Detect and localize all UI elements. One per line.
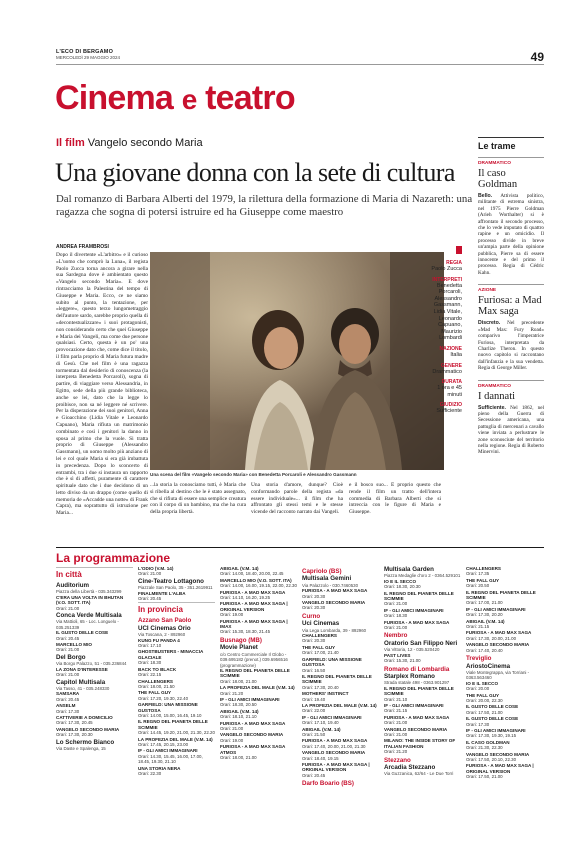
showtimes: Orari: 21.00 [56,647,80,653]
showtimes: Orari: 14.00, 18.40, 20.00, 22.45 [220,571,284,577]
film-title: IL REGNO DEL PIANETA DELLE SCIMMIE [138,719,208,730]
cinema-name: UCI Cinemas Orio [138,624,191,632]
programmazione-title: La programmazione [56,547,544,565]
showtimes: Orari: 18.00, 21.00 [220,755,257,760]
cinema-listing [220,644,297,760]
film-title: IL CASO GOLDMAN [466,739,510,745]
film-title: FURIOSA - A MAD MAX SAGA [384,714,450,720]
film-title: LA PROFEZIA DEL MALE (V.M. 14) [302,702,377,708]
cinema-address: Via Mattioli, 65 - Loc. Longuelo - 035.251339 [56,619,119,630]
cinema-listing [138,578,215,602]
showtimes: Orari: 17.40, 20.40 [466,647,503,653]
film-title: ABIGAIL (V.M. 14) [302,726,341,732]
cinema-name: Oratorio San Filippo Neri [384,639,458,647]
cinema-name: Starplex Romano [384,672,435,680]
page-number: 49 [530,50,544,64]
showtimes: Orari: 21.15 [466,624,490,630]
cinema-listing [56,679,133,738]
showtimes: Orari: 21.20 [384,749,408,755]
film-title: IF - GLI AMICI IMMAGINARI [466,606,526,612]
credits-marker [456,246,462,254]
showtimes: Orari: 17.40, 20.00, 21.00, 21.30 [302,743,366,749]
section-title [55,80,295,118]
film-still-image [150,252,444,470]
cinema-address: Via Guzzanica, 62/64 - Le Due Torri [384,771,454,777]
film-title: LA PROFEZIA DEL MALE (V.M. 14) [220,685,295,691]
film-title: VANGELO SECONDO MARIA [302,600,366,606]
film-title: IL GUSTO DELLE COSE [466,704,519,710]
film-title: IL GUSTO DELLE COSE [466,716,519,722]
showtimes: Orari: 20.50 [466,583,490,589]
cinema-address: Via Lega Lombarda, 39 - 892960 [302,627,367,633]
film-title: FINALMENTE L'ALBA [138,590,186,596]
cinema-listing [466,663,543,780]
showtimes: Orari: 17.35 [466,571,490,577]
showtimes: Orari: 22.30 [138,771,162,776]
listing-city: Nembro [384,632,408,640]
showtimes: Orari: 18.30, 20.50 [220,702,257,708]
listing-column-6 [466,566,543,781]
showtimes: Orari: 20.00, 22.30 [466,697,503,703]
cinema-listing [56,739,133,752]
listing-city: Curno [302,612,321,620]
showtimes: Orari: 21.30, 22.30 [466,745,503,751]
film-title: L'ODIO (V.M. 14) [138,566,174,571]
film-title: THE FALL GUY [466,692,500,698]
photo-caption: Una scena del film «Vangelo secondo Maria» con Benedetta Porcaroli e Alessandro Gassmann [150,472,357,477]
showtimes: Orari: 20.45 [56,635,80,641]
showtimes: Orari: 14.00, 16.00, 19.15, 22.00, 22.30 [220,583,297,589]
film-title: VANGELO SECONDO MARIA [466,751,530,757]
kicker [56,137,203,149]
film-title: THE FALL GUY [466,577,500,583]
article-column-4: e il bosco suo... È proprio questo che rende il film un tratto dell'intera commedia di Barbara Alberti che si intreccia con le figure di Maria e Giuseppe. [349,482,441,516]
listing-column-4 [302,566,379,788]
film-title: THE FALL GUY [138,690,172,696]
cinema-name: Multisala Garden [384,566,434,573]
plot-item-i-dannati: DRAMMATICO I dannati Sufficiente. Nel 1862, nel pieno della Guerra di Secessione americana, una pattuglia di mercenari a cavallo viene inviata a perlustrare le zone sconosciute del territorio nella regione. Regia di Roberto Minervini. [478,380,544,456]
showtimes: Orari: 18.10, 21.10 [220,714,257,720]
showtimes: Orari: 17.50, 20.10, 22.30 [466,757,517,762]
cinema-name: Multisala Gemini [302,575,352,583]
cinema-address: Piazza della Libertà - 035.343299 [56,589,122,595]
showtimes: Orari: 19.40 [302,696,326,702]
film-title: PAST LIVES [384,652,411,658]
film-title: VANGELO SECONDO MARIA [220,732,284,738]
film-title: MARCELLO MIO [56,642,92,648]
listing-city: Treviglio [466,655,492,663]
film-title: IL REGNO DEL PIANETA DELLE SCIMMIE [302,673,372,685]
showtimes: Orari: 22.15 [138,672,162,678]
showtimes: Orari: 18.00, 21.00 [220,678,257,684]
showtimes: Orari: 17.50, 21.00 [466,774,503,780]
cinema-name: Capitol Multisala [56,678,106,686]
film-title: IL REGNO DEL PIANETA DELLE SCIMMIE [220,667,290,679]
film-title: GARFIELD: UNA MISSIONE GUSTOSA [138,702,198,713]
film-title: MILANO: THE INSIDE STORY OF ITALIAN FASHION [384,738,456,749]
cinema-address: Via Borgo Palazzo, 51 - 035.236844 [56,661,127,667]
cinema-listing [56,612,133,653]
cinema-listing [56,582,133,611]
showtimes: Orari: 17.10, 19.40 [302,720,339,726]
film-title: IF - GLI AMICI IMMAGINARI [220,696,280,702]
film-title: FURIOSA - A MAD MAX SAGA [220,589,286,595]
showtimes: Orari: 21.00 [384,601,408,607]
showtimes: Orari: 21.20 [220,690,244,696]
showtimes: Orari: 17.00, 21.00 [466,600,503,606]
showtimes: Orari: 21.15 [384,708,408,714]
section-word-1: Cinema [55,79,174,117]
showtimes: Orari: 20.45 [302,772,326,778]
masthead [56,49,120,61]
film-title: ANSELM [56,703,76,709]
film-title: IO E IL SECCO [466,680,499,686]
film-title: VANGELO SECONDO MARIA [466,642,530,648]
film-title: IL REGNO DEL PIANETA DELLE SCIMMIE [466,589,536,601]
showtimes: Orari: 21.00 [220,725,244,731]
newspaper-name: L'ECO DI BERGAMO [56,49,114,55]
film-title: IF - GLI AMICI IMMAGINARI [138,748,198,754]
showtimes: Orari: 18.30, 20.30 [384,584,421,590]
cinema-address: Piazzale San Paolo, 35 - 351.2619911 [138,585,213,591]
listing-region: In città [56,567,133,579]
cinema-address: Via Vittoria, 12 - 035.520420 [384,647,440,653]
article-byline: ANDREA FRAMBROSI [56,244,109,250]
showtimes: Orari: 17.30, 20.00, 21.00 [466,635,517,641]
cinema-name: Arcadia Stezzano [384,764,436,771]
cinema-address: Piazza Medaglie d'oro 2 - 0364.529101 [384,573,461,579]
listing-column-3 [220,566,297,761]
showtimes: Orari: 17.30, 20.30 [56,732,93,738]
film-title: CHALLENGERS [138,678,173,684]
listing-column-2 [138,566,215,777]
showtimes: Orari: 18.30 [138,660,162,666]
credit-regia: REGIA Paolo Zucca [431,260,462,272]
showtimes: Orari: 21.50 [302,731,326,737]
cinema-address: Via Toscana, 2 - 892960 [138,632,186,638]
film-title: ABIGAIL (V.M. 14) [220,566,259,571]
showtimes: Orari: 20.30 [302,593,326,599]
film-title: ABIGAIL (V.M. 14) [220,708,259,714]
showtimes: Orari: 20.45 [138,596,162,602]
cinema-name: Del Borgo [56,653,86,661]
cinema-listing [56,654,133,678]
showtimes: Orari: 19.00 [220,737,244,743]
cinema-address: c/o Centro Commerciale Il Globo - 039.695182 (prenot.) 039.6956516 (programmazione) [220,651,288,668]
film-title: VANGELO SECONDO MARIA [56,726,120,732]
credit-nazione: NAZIONE Italia [439,345,462,358]
film-title: GARFIELD: UNA MISSIONE GUSTOSA [302,656,362,668]
cinema-name: Conca Verde Multisala [56,612,122,620]
cinema-address: Strada statale 498 - 0363.901297 [384,680,450,686]
film-title: IF - GLI AMICI IMMAGINARI [466,727,526,733]
film-title: FURIOSA - A MAD MAX SAGA [384,619,450,625]
showtimes: Orari: 21.10 [384,696,408,702]
showtimes: Orari: 14.10, 16.20, 19.25 [220,595,271,601]
film-title: VANGELO SECONDO MARIA [384,726,448,732]
listing-city: Azzano San Paolo [138,617,192,625]
showtimes: Orari: 17.30 [56,708,80,714]
cinema-listing [384,673,461,755]
showtimes: Orari: 16.50 [302,667,326,673]
showtimes: Orari: 20.30 [302,638,326,644]
showtimes: Orari: 17.20, 19.30, 22.40 [138,695,189,701]
cinema-name: AriostoCinema [466,662,511,670]
cinema-name: Uci Cinemas [302,620,340,628]
film-title: FURIOSA - A MAD MAX SAGA | ORIGINAL VERSION [220,601,288,612]
film-title: FURIOSA - A MAD MAX SAGA [302,738,368,744]
article-column-1: Dopo il divertente «L'arbitro» e il curioso «L'uomo che comprò la Luna», il regista Paolo Zucca torna ancora a girare nella sua Sardegna dove è ambientato questo «Vangelo secondo Maria». E dove rintracciamo la Palestina del tempo di Giuseppe e Maria. Ecco, ce ne siamo subito al punto, la tentazione, per «leggere», questo terzo lungometraggio dell'autore sardo, sarebbe proprio quella di «decontestualizzare» i suoi protagonisti, non considerando certo che quei Giuseppe e Maria dei Vangeli, ma come due persone qualsiasi. Certo, questa è un po' una provocazione dato che, come dice il titolo, il film parla proprio di Maria futura madre di Gesù. Che nel film è una ragazza tormentata dal desiderio di conoscenza (la interpreta Benedetta Porcaroli), sogna di partire, di viaggiare verso Alessandria, in Egitto, sede della più grande biblioteca, anche se lei, dato che la legge lo proibisce, non sa né leggere né scrivere. Per la disperazione dei suoi genitori, Anna e Gioacchino (Lidia Vitale e Leonardo Capuano), Maria rifiuta un matrimonio combinato e così i genitori la danno in sposa al primo che la vuole. Si tratta proprio di Giuseppe (Alessandro Gassmann), un uomo molto più anziano di lei e col quale Maria si era già imbattuta in precedenza. Dopo lo sconcerto di entrambi, tra i due si instaura un rapporto che è sì di affetti, puramente di carattere spirituale dato che i due decidono di un letto diviso da un drappo (come quello di memoria de «Accadde una notte» di Frank Capra), ma soprattutto di istruzione per Maria... [56,252,148,517]
showtimes: Orari: 17.50, 21.00 [466,709,503,715]
showtimes: Orari: 20.00 [466,686,490,692]
credit-genere: GENERE Drammatico [432,362,462,375]
showtimes: Orari: 21.00 [138,571,162,577]
film-title: SAMSARA [56,691,80,697]
showtimes: Orari: 15.30, 21.00 [384,658,421,664]
showtimes: Orari: 17.30 [466,721,490,727]
credit-durata: DURATA 1 ora e 45 minuti [437,379,462,398]
film-title: C'ERA UNA VOLTA IN BHUTAN (V.O. SOTT. ITA) [56,594,124,606]
film-title: FURIOSA - A MAD MAX SAGA | ORIGINAL VERSION [302,762,370,773]
showtimes: Orari: 17.30, 20.45 [56,720,93,726]
listing-city: Romano di Lombardia [384,665,450,673]
showtimes: Orari: 18.00, 21.50 [138,683,175,689]
film-title: FURIOSA - A MAD MAX SAGA [302,588,368,594]
film-title: FURIOSA - A MAD MAX SAGA ATMOS [220,744,286,755]
film-credits-box [430,246,462,415]
issue-date: MERCOLEDÌ 29 MAGGIO 2024 [56,55,121,60]
kicker-tag: Il film [56,137,85,149]
section-amp: e [181,84,197,115]
film-title: MARCELLO MIO (V.O. SOTT. ITA) [220,577,292,583]
showtimes: Orari: 17.30, 20.20 [466,612,503,618]
cinema-name: Cine-Teatro Lottagono [138,577,204,585]
film-title: CHALLENGERS [302,633,337,639]
plot-item-il-caso-goldman: DRAMMATICO Il caso Goldman Bello. Attivista politico, militante di estrema sinistra, nel 1975 Pierre Goldman (Arieh Worthalter) si è affrontato il secondo processo, che lo vede imputato di quattro rapine e un omicidio. Il processo divide in breve un'ampia parte della opinione pubblica, Pierre sa di essere innocente e del primo il processo. Regia di Cédric Kahn. [478,157,544,276]
article-column-3: Una storia d'amore, dunque? Cioè conformando parole della regista «da essere individuale»... il film che ha affrontato gli stessi temi e le stesse vicende del racconto narrato dai Vangeli. [251,482,343,516]
cinema-address: Via Tasso, 41 - 035.248330 [56,685,110,691]
cinema-address: Via Palazzolo - 030.7460530 [302,582,359,588]
film-title: FURIOSA - A MAD MAX SAGA [220,720,286,726]
listing-city: Busnago (MB) [220,636,262,644]
cinema-listing [138,625,215,777]
film-title: THE FALL GUY [302,644,336,650]
header-rule [56,64,544,65]
showtimes: Orari: 22.00 [302,708,326,714]
showtimes: Orari: 21.00 [384,731,408,737]
article-standfirst: Dal romanzo di Barbara Alberti del 1979, la rilettura della formazione di Maria di Nazareth: una ragazza che sogna di potersi istruire ed ha Giuseppe come maestro [56,193,473,218]
listing-city: Darfo Boario (BS) [302,780,354,788]
plot-item-furiosa: AZIONE Furiosa: a Mad Max saga Discreto. Nel precedente «Mad Max: Fury Road» comparivo l'imperatrice Furiosa, interpretata da Charlize Theron. In questo nuovo capitolo si raccontano dall'infanzia e la sua vendetta. Regia di George Miller. [478,284,544,371]
film-title: IF - GLI AMICI IMMAGINARI [384,702,444,708]
film-title: FURIOSA - A MAD MAX SAGA [466,630,532,636]
film-title: FURIOSA - A MAD MAX SAGA | IMAX [220,618,288,630]
film-title: GHOSTBUSTERS - MINACCIA GLACIALE [138,649,204,660]
showtimes: Orari: 21.00 [384,625,408,631]
showtimes: Orari: 14.45, 19.20, 21.00, 21.30, 22.20 [138,730,215,736]
section-word-2: teatro [205,79,295,117]
film-title: IO E IL SECCO [384,578,417,584]
cinema-listing [384,566,461,630]
showtimes: Orari: 17.30, 19.30, 19.15 [466,733,517,739]
kicker-text: Vangelo secondo Maria [87,137,203,149]
film-title: IL REGNO DEL PIANETA DELLE SCIMMIE [384,590,454,602]
cinema-address: Viale Montegrappa, via Torriani - 0363.563460 [466,669,530,681]
film-title: CHALLENGERS [466,566,501,571]
credit-giudizio: GIUDIZIO Sufficiente [436,402,462,415]
showtimes: Orari: 19.00 [220,612,244,618]
plots-sidebar [478,137,544,464]
article-headline: Una giovane donna con la sete di cultura [55,158,455,187]
film-still-photo [150,252,444,470]
film-title: IF - GLI AMICI IMMAGINARI [302,714,362,720]
film-title: BACK TO BLACK [138,666,177,672]
film-title: IF - GLI AMICI IMMAGINARI [384,607,444,613]
showtimes: Orari: 14.30, 15.45, 16.00, 17.00, 18.45, 19.30, 21.10 [138,753,203,765]
film-title: KUNG FU PANDA 4 [138,637,180,643]
film-title: ABIGAIL (V.M. 14) [466,618,505,624]
listing-column-1 [56,566,133,751]
showtimes: Orari: 15.30, 18.30, 21.45 [220,629,271,635]
showtimes: Orari: 20.30 [302,605,326,611]
showtimes: Orari: 18.30 [384,613,408,619]
listing-city: Stezzano [384,756,411,764]
listing-column-5 [384,566,461,777]
cinema-name: Auditorium [56,582,89,589]
showtimes: Orari: 17.00, 21.40 [302,650,339,656]
showtimes: Orari: 17.10 [138,643,162,649]
film-title: MOTHERS' INSTINCT [302,691,349,697]
showtimes: Orari: 20.45 [56,696,80,702]
showtimes: Orari: 17.30, 20.40 [302,684,339,690]
showtimes: Orari: 21.00 [384,720,408,726]
listing-region: In provincia [138,602,215,614]
film-title: LA ZONA D'INTERESSE [56,666,108,672]
cinema-listing [302,575,379,610]
cinema-address: Via Daste e Spalenga, 15 [56,745,106,751]
film-title: UNA STORIA NERA [138,765,181,771]
cinema-listing [302,620,379,778]
film-title: IL REGNO DEL PIANETA DELLE SCIMMIE [384,685,454,697]
film-title: LA PROFEZIA DEL MALE (V.M. 14) [138,736,213,742]
cinema-name: Movie Planet [220,644,258,652]
film-title: VANGELO SECONDO MARIA [302,750,366,756]
showtimes: Orari: 21.00 [56,672,80,678]
listing-city: Capriolo (BS) [302,568,342,575]
film-title: FURIOSA - A MAD MAX SAGA | ORIGINAL VERSION [466,763,534,774]
article-column-2: ...la storia la conosciamo tutti, è Maria che si ribella al destino che le è stato assegnato, che si rifiuta di essere una semplice creatura con il corpo di un bambino, ma che ha cura della propria libertà. [150,482,246,516]
film-title: CATTIVERIE A DOMICILIO [56,714,113,720]
showtimes: Orari: 17.45, 20.15, 23.00 [138,741,189,747]
showtimes: Orari: 14.00, 15.00, 16.45, 19.10 [138,712,202,718]
sidebar-title: Le trame [478,137,544,151]
cinema-listing [384,640,461,664]
cinema-listing [384,764,461,777]
showtimes: Orari: 18.40, 19.15 [302,755,339,761]
film-title: IL GUSTO DELLE COSE [56,630,109,636]
credit-interpreti: INTERPRETI Benedetta Porcaroli, Alessandro Gassmann, Lidia Vitale, Leonardo Capuano, Maurizio Lombardi [432,276,462,342]
cinema-name: Lo Schermo Bianco [56,738,115,746]
showtimes: Orari: 21.00 [56,605,80,611]
